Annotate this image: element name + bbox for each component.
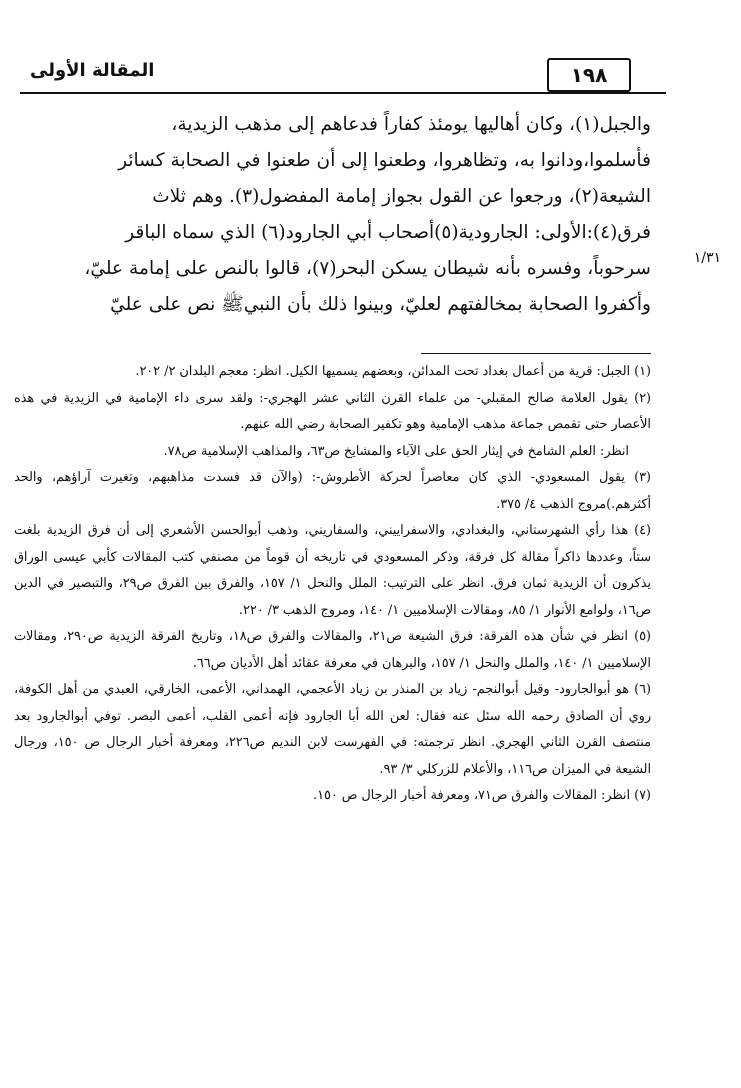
footnote-text: يقول العلامة صالح المقبلي- من علماء القرن الثاني عشر الهجري-: ولقد سرى داء الإمامية في الزيدية في هذه الأعصار حتى تقمص جماعة مذهب الإمامية وهو تكفير الصحابة رضي الله عنهم. [14, 390, 651, 432]
footnote-text: هو أبوالجارود- وقيل أبوالنجم- زياد بن المنذر بن زياد الأعجمي، الهمداني، الأعمى، الخارقي، العبدي من أهل الكوفة، روي أن الصادق رحمه الله سئل عنه فقال: لعن الله أبا الجارود فإنه أعمى القلب، أعمى البصر. توفي أبوالجارود بعد منتصف القرن الثاني الهجري. انظر ترجمته: في الفهرست لابن النديم ص٢٢٦، ومعرفة أخبار الرجال ص ١٥٠، ورجال الشيعة في الميزان ص١١٦، والأعلام للزركلي ٣/ ٩٣. [14, 682, 652, 777]
footnote-text: هذا رأي الشهرستاني، والبغدادي، والاسفراييني، والسفاريني، وذهب أبوالحسن الأشعري إلى أن فرق الزيدية بلغت ستاً، وعددها ذاكراً مقالة كل فرقة، وذكر المسعودي في تاريخه أن قوماً من مصنفي كتب المقالات كأبي عيسى الوراق يذكرون أن الزيدية ثمان فرق. انظر على الترتيب: الملل والنحل ١/ ١٥٧، والفرق بين الفرق ص٢٩، والتبصير في الدين ص١٦، ولوامع الأنوار ١/ ٨٥، ومقالات الإسلاميين ١/ ١٤٠، ومروج الذهب ٣/ ٢٢٠. [14, 523, 651, 618]
footnote-number: (٤) [634, 523, 651, 538]
main-text-line: الشيعة(٢)، ورجعوا عن القول بجواز إمامة المفضول(٣). وهم ثلاث [152, 186, 651, 207]
footnote-number: (٢) [634, 390, 651, 406]
footnote-number: (٥) [634, 629, 652, 644]
footnote-text: انظر في شأن هذه الفرقة: فرق الشيعة ص٢١، والمقالات والفرق ص١٨، وتاريخ الفرقة الزيدية ص٢٩٠، ومقالات الإسلاميين ١/ ١٤٠، والملل والنحل ١/ ١٥٧، والبرهان في معرفة عقائد أهل الأديان ص٦٦. [14, 629, 651, 671]
footnote [14, 386, 651, 439]
footnote-number: (٧) [634, 788, 651, 803]
chapter-title: المقالة الأولى [30, 60, 155, 81]
header-rule [20, 92, 666, 94]
footnote [14, 677, 651, 783]
footnote [14, 624, 651, 677]
footnote-text: يقول المسعودي- الذي كان معاصراً لحركة الأطروش-: (والآن قد فسدت مذاهبهم، وتغيرت آراؤهم، والحد أكثرهم.)مروج الذهب ٤/ ٣٧٥. [14, 470, 651, 512]
page-number: ١٩٨ [547, 58, 631, 92]
footnote-text: انظر: المقالات والفرق ص٧١، ومعرفة أخبار الرجال ص ١٥٠. [313, 788, 631, 803]
main-text-line: فرق(٤):الأولى: الجارودية(٥)أصحاب أبي الجارود(٦) الذي سماه الباقر [125, 222, 651, 243]
main-text-line: فأسلموا،ودانوا به، وتظاهروا، وطعنوا إلى أن طعنوا في الصحابة كسائر [118, 150, 651, 171]
footnote-number: (١) [634, 364, 651, 379]
footnote-number: (٦) [634, 682, 651, 697]
footnote [14, 359, 651, 386]
main-text-line: والجبل(١)، وكان أهاليها يومئذ كفاراً فدعاهم إلى مذهب الزيدية، [171, 114, 651, 135]
margin-reference: ١/٣١ [693, 250, 721, 266]
footnotes [14, 359, 651, 810]
footnote [14, 783, 651, 810]
main-text [14, 107, 651, 323]
footnote-reference: انظر: العلم الشامخ في إيثار الحق على الآباء والمشايخ ص٦٣، والمذاهب الإسلامية ص٧٨. [163, 443, 629, 459]
footnote-text: الجبل: قرية من أعمال بغداد تحت المدائن، وبعضهم يسميها الكيل. انظر: معجم البلدان ٢/ ٢٠٢. [135, 364, 631, 379]
footnote [14, 465, 651, 518]
page-header [20, 55, 721, 95]
main-text-line: سرحوباً، وفسره بأنه شيطان يسكن البحر(٧)، قالوا بالنص على إمامة عليّ، [84, 258, 651, 279]
footnote [14, 518, 651, 624]
footnote-number: (٣) [634, 470, 651, 485]
main-text-line: وأكفروا الصحابة بمخالفتهم لعليّ، وبينوا ذلك بأن النبيﷺ نص على عليّ [110, 294, 651, 315]
footnote-divider [421, 353, 651, 354]
